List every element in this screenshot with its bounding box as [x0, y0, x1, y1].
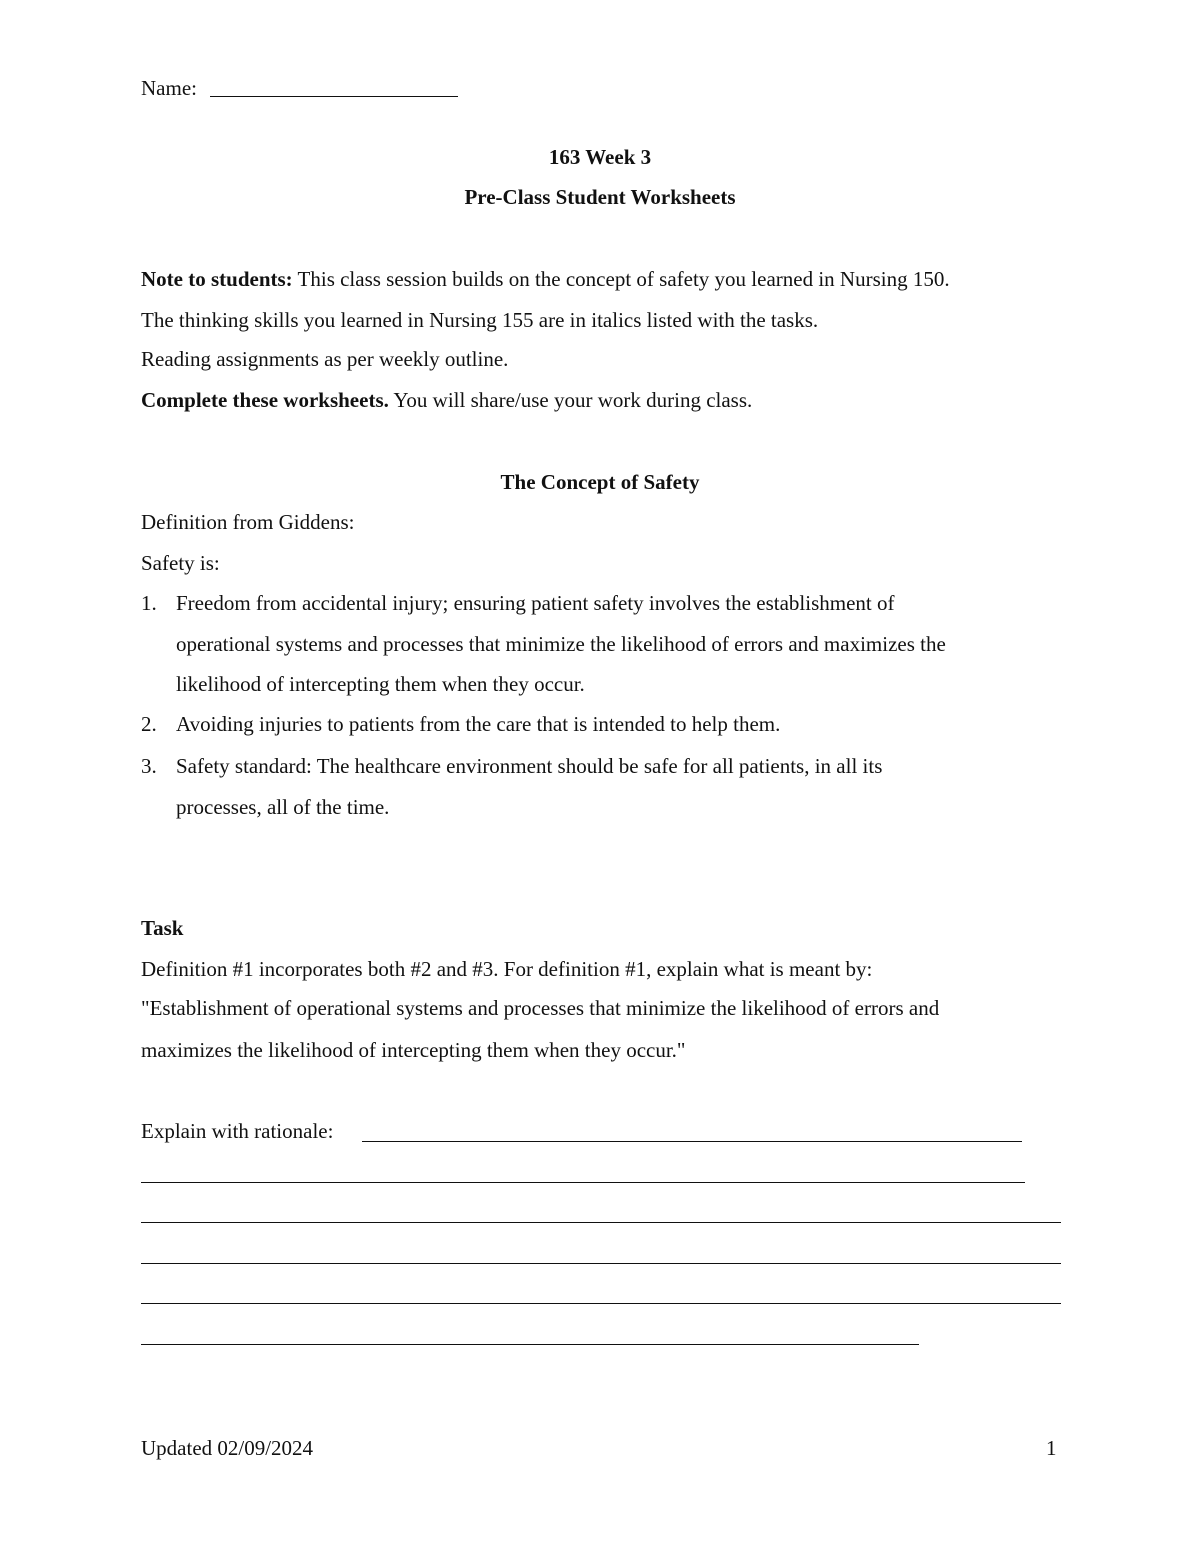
answer-blank-line-1[interactable]: [362, 1141, 1022, 1142]
complete-label: Complete these worksheets.: [141, 388, 389, 412]
definition-source: Definition from Giddens:: [141, 510, 355, 534]
doc-title-week: 163 Week 3: [548, 145, 652, 169]
note-label: Note to students:: [141, 267, 293, 291]
concept-heading: The Concept of Safety: [500, 470, 700, 494]
list-item-1-number: 1.: [141, 591, 157, 615]
safety-is-label: Safety is:: [141, 551, 220, 575]
task-heading: Task: [141, 916, 184, 940]
footer-updated-date: Updated 02/09/2024: [141, 1436, 314, 1460]
list-item-1-line-1: Freedom from accidental injury; ensuring patient safety involves the establishment of: [176, 591, 895, 615]
answer-blank-line-6[interactable]: [141, 1344, 919, 1345]
answer-blank-line-2[interactable]: [141, 1182, 1025, 1183]
task-line-3: maximizes the likelihood of intercepting them when they occur.": [141, 1038, 686, 1062]
note-line-2: The thinking skills you learned in Nursing 155 are in italics listed with the tasks.: [141, 308, 819, 332]
list-item-1-line-3: likelihood of intercepting them when they occur.: [176, 672, 585, 696]
list-item-3-number: 3.: [141, 754, 157, 778]
name-blank-field[interactable]: [210, 96, 458, 97]
list-item-1-line-2: operational systems and processes that minimize the likelihood of errors and maximizes the: [176, 632, 946, 656]
answer-blank-line-3[interactable]: [141, 1222, 1061, 1223]
task-line-1: Definition #1 incorporates both #2 and #3. For definition #1, explain what is meant by:: [141, 957, 873, 981]
note-line-1: [141, 269, 950, 290]
task-line-2: "Establishment of operational systems and processes that minimize the likelihood of errors and: [141, 996, 940, 1020]
footer-page-number: 1: [1046, 1436, 1057, 1460]
name-label: Name:: [141, 76, 197, 100]
note-line-3: Reading assignments as per weekly outline.: [141, 347, 509, 371]
note-text-1: This class session builds on the concept of safety you learned in Nursing 150.: [292, 267, 950, 291]
explain-label: Explain with rationale:: [141, 1119, 334, 1143]
answer-blank-line-5[interactable]: [141, 1303, 1061, 1304]
list-item-2-number: 2.: [141, 712, 157, 736]
answer-blank-line-4[interactable]: [141, 1263, 1061, 1264]
list-item-3-line-1: Safety standard: The healthcare environment should be safe for all patients, in all its: [176, 754, 883, 778]
list-item-3-line-2: processes, all of the time.: [176, 795, 390, 819]
list-item-2-line-1: Avoiding injuries to patients from the care that is intended to help them.: [176, 712, 781, 736]
complete-text: You will share/use your work during class.: [388, 388, 753, 412]
doc-title-worksheets: Pre-Class Student Worksheets: [464, 185, 736, 209]
note-line-4: [141, 390, 752, 411]
